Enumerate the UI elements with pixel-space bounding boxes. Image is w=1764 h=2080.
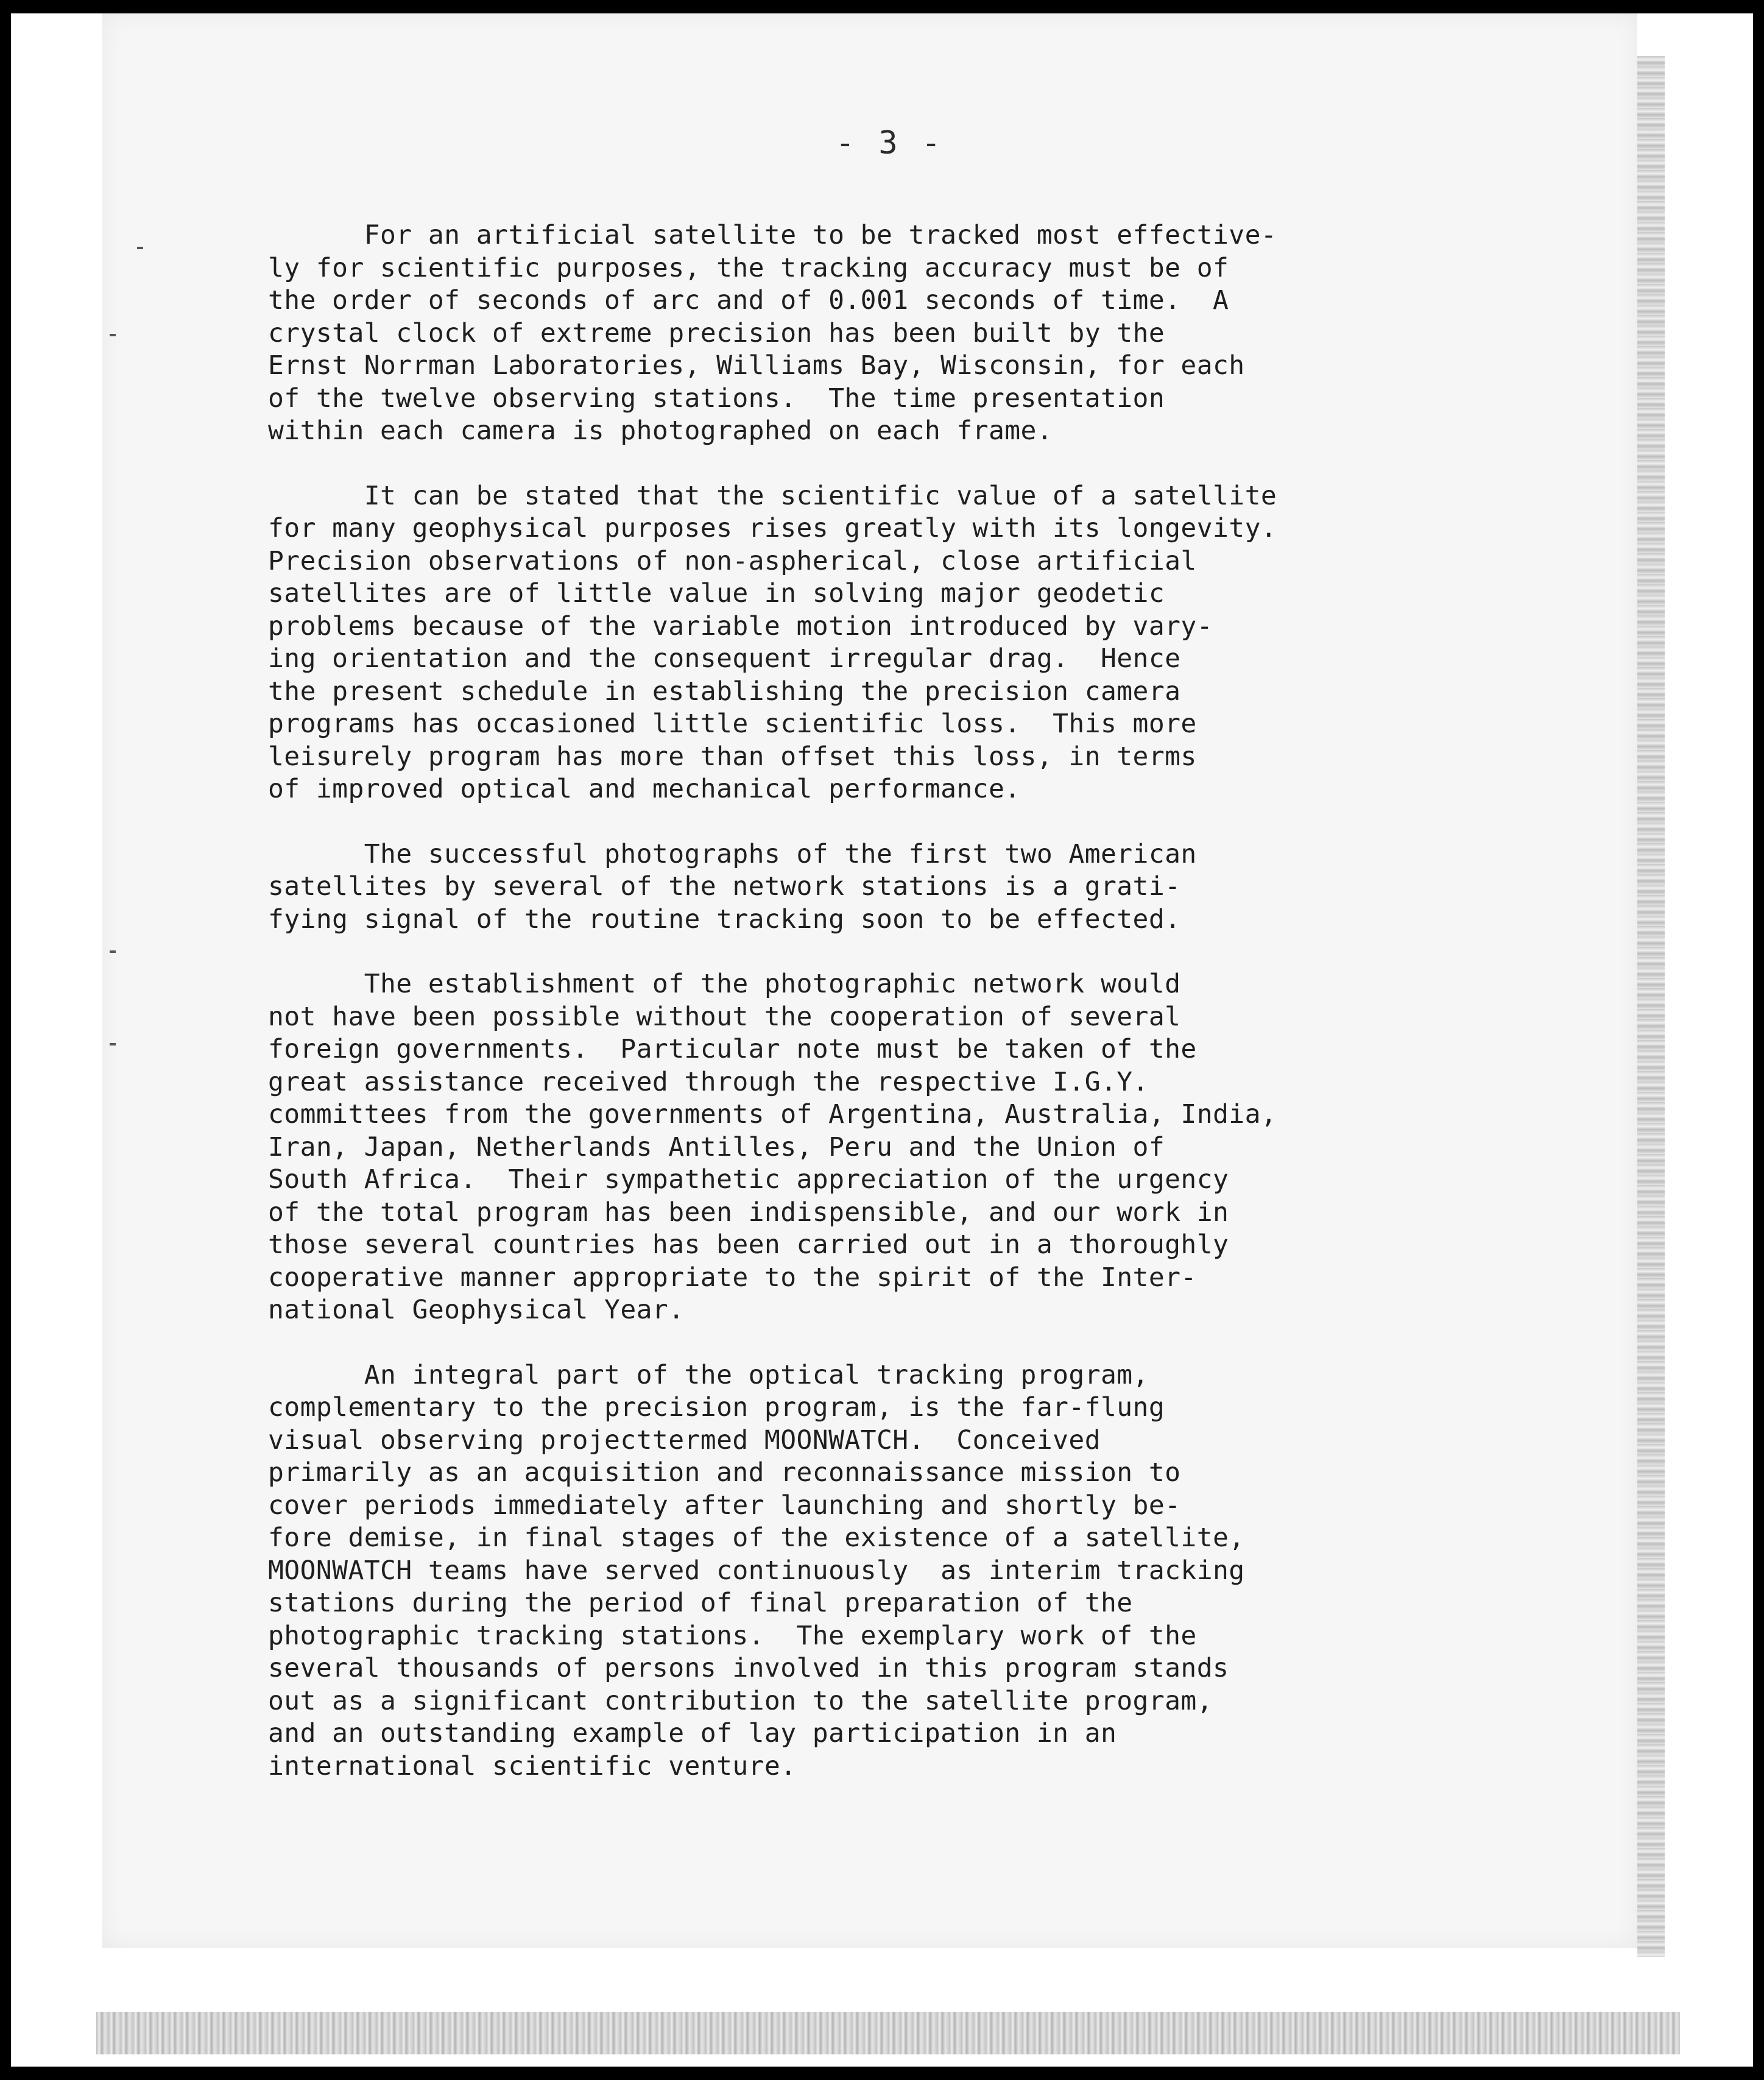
text-line: national Geophysical Year. — [268, 1295, 685, 1325]
text-line: The successful photographs of the first two American — [268, 838, 1197, 869]
text-line: An integral part of the optical tracking program, — [268, 1359, 1149, 1390]
margin-mark — [110, 1043, 116, 1045]
text-line: photographic tracking stations. The exemplary work of the — [268, 1620, 1197, 1651]
text-line: leisurely program has more than offset this loss, in terms — [268, 741, 1197, 772]
text-line: problems because of the variable motion introduced by vary- — [268, 610, 1213, 642]
text-line: ly for scientific purposes, the tracking accuracy must be of — [268, 252, 1229, 283]
paragraph-clock-precision — [268, 219, 1535, 448]
text-line: primarily as an acquisition and reconnaissance mission to — [268, 1457, 1181, 1488]
text-line: satellites by several of the network stations is a grati- — [268, 871, 1181, 902]
text-line: cover periods immediately after launching and shortly be- — [268, 1490, 1181, 1521]
paragraph-scientific-value — [268, 480, 1535, 806]
margin-mark — [110, 950, 116, 953]
text-line: of improved optical and mechanical performance. — [268, 774, 1021, 804]
document-body — [268, 219, 1535, 1815]
text-line: It can be stated that the scientific value of a satellite — [268, 480, 1277, 511]
text-line: foreign governments. Particular note must be taken of the — [268, 1034, 1197, 1064]
text-line: not have been possible without the cooperation of several — [268, 1001, 1181, 1032]
text-line: the order of seconds of arc and of 0.001 seconds of time. A — [268, 285, 1229, 316]
text-line: committees from the governments of Argentina, Australia, India, — [268, 1099, 1277, 1130]
text-line: South Africa. Their sympathetic appreciation of the urgency — [268, 1164, 1229, 1195]
text-line: fying signal of the routine tracking soon to be effected. — [268, 904, 1181, 935]
text-line: Precision observations of non-aspherical, close artificial — [268, 545, 1197, 576]
text-line: satellites are of little value in solving major geodetic — [268, 578, 1165, 609]
text-line: Iran, Japan, Netherlands Antilles, Peru and the Union of — [268, 1131, 1165, 1162]
text-line: several thousands of persons involved in this program stands — [268, 1653, 1229, 1683]
text-line: of the total program has been indispensible, and our work in — [268, 1197, 1229, 1228]
margin-mark — [137, 247, 143, 249]
text-line: for many geophysical purposes rises greatly with its longevity. — [268, 513, 1277, 543]
paragraph-cooperation — [268, 968, 1535, 1327]
text-line: The establishment of the photographic network would — [268, 969, 1181, 999]
paragraph-moonwatch — [268, 1359, 1535, 1783]
text-line: fore demise, in final stages of the existence of a satellite, — [268, 1523, 1245, 1553]
text-line: visual observing projecttermed MOONWATCH. Conceived — [268, 1424, 1101, 1456]
page-number: - 3 - — [835, 125, 944, 161]
text-line: crystal clock of extreme precision has been built by the — [268, 317, 1165, 348]
text-line: those several countries has been carried out in a thoroughly — [268, 1229, 1229, 1260]
text-line: international scientific venture. — [268, 1750, 797, 1781]
paragraph-successful-photographs — [268, 838, 1535, 936]
text-line: out as a significant contribution to the satellite program, — [268, 1685, 1213, 1716]
text-line: Ernst Norrman Laboratories, Williams Bay, Wisconsin, for each — [268, 350, 1245, 381]
page-edge-shadow — [1637, 56, 1665, 1957]
text-line: within each camera is photographed on each frame. — [268, 416, 1053, 446]
text-line: cooperative manner appropriate to the spirit of the Inter- — [268, 1262, 1197, 1293]
scan-bottom-strip — [96, 2012, 1680, 2054]
text-line: great assistance received through the respective I.G.Y. — [268, 1066, 1149, 1097]
text-line: and an outstanding example of lay participation in an — [268, 1718, 1117, 1749]
text-line: MOONWATCH teams have served continuously as interim tracking — [268, 1555, 1245, 1586]
text-line: stations during the period of final preparation of the — [268, 1588, 1133, 1618]
text-line: the present schedule in establishing the precision camera — [268, 676, 1181, 707]
text-line: complementary to the precision program, is the far-flung — [268, 1392, 1165, 1423]
margin-mark — [110, 334, 116, 336]
text-line: programs has occasioned little scientific loss. This more — [268, 709, 1197, 739]
text-line: ing orientation and the consequent irregular drag. Hence — [268, 643, 1181, 674]
text-line: of the twelve observing stations. The time presentation — [268, 383, 1165, 414]
text-line: For an artificial satellite to be tracked most effective- — [268, 220, 1277, 250]
